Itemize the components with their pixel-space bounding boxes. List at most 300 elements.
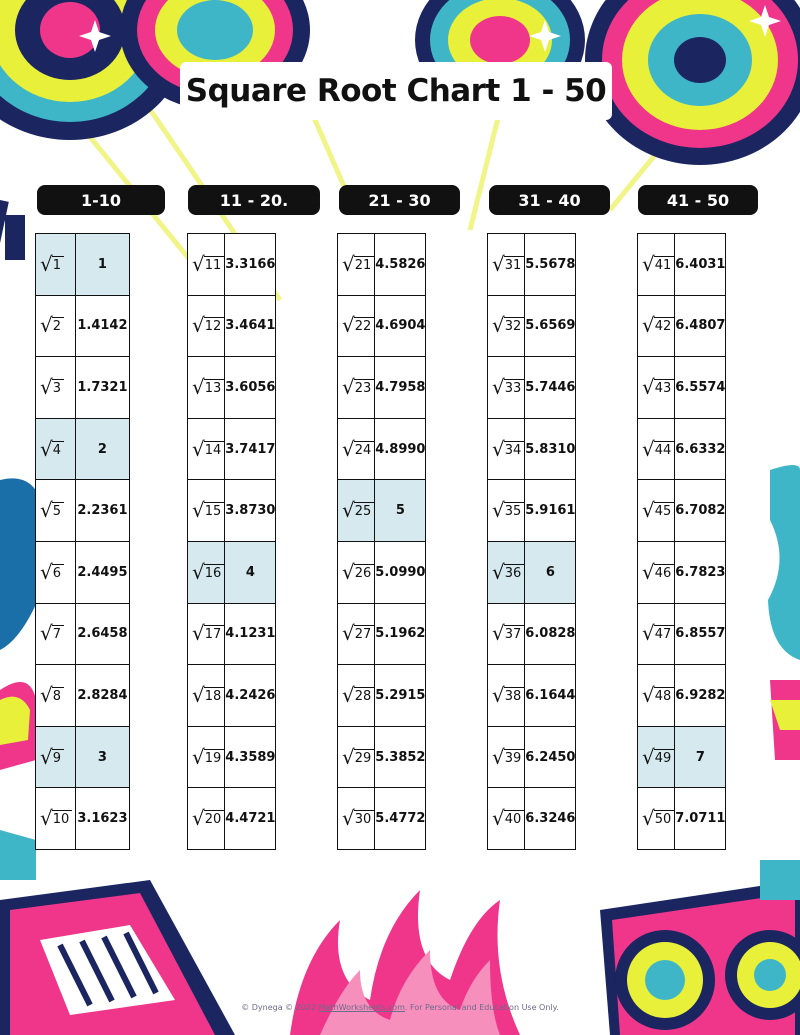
table-row: [188, 726, 276, 788]
radicand: 37: [504, 625, 525, 643]
radical-cell: [638, 234, 675, 296]
root-value: 5.2915: [375, 665, 426, 727]
root-value: 3.1623: [75, 788, 129, 850]
square-root-table: [187, 233, 276, 850]
table-row: [188, 603, 276, 665]
square-root-icon: √: [642, 682, 655, 707]
radicand: 2: [52, 317, 64, 335]
footer-link[interactable]: MathWorksheets.com: [318, 1003, 405, 1012]
radical-cell: [488, 234, 525, 296]
radical-expression: [492, 313, 524, 338]
radical-expression: [192, 682, 224, 707]
column-header: 11 - 20.: [188, 185, 320, 215]
root-value: 6.6332: [675, 418, 726, 480]
table-row: [488, 541, 576, 603]
radical-cell: [338, 603, 375, 665]
table-row: [488, 234, 576, 296]
column-header: 21 - 30: [339, 185, 460, 215]
footer-suffix: . For Personal and Education Use Only.: [404, 1003, 559, 1012]
root-value: 1.7321: [75, 357, 129, 419]
table-row: [188, 480, 276, 542]
footer-prefix: © Dynega © 2022: [241, 1003, 319, 1012]
table-row: [188, 665, 276, 727]
square-root-icon: √: [492, 374, 505, 399]
radical-cell: [36, 357, 76, 419]
radical-cell: [36, 480, 76, 542]
radical-cell: [338, 726, 375, 788]
square-root-icon: √: [40, 313, 53, 338]
square-root-icon: √: [492, 498, 505, 523]
table-row: [188, 234, 276, 296]
radical-cell: [638, 357, 675, 419]
radicand: 21: [354, 256, 375, 274]
root-value: 3.4641: [225, 295, 276, 357]
table-row: [36, 234, 130, 296]
column-header: 31 - 40: [489, 185, 610, 215]
radicand: 45: [654, 502, 675, 520]
radical-cell: [638, 295, 675, 357]
root-value: 5.6569: [525, 295, 576, 357]
root-value: 4.8990: [375, 418, 426, 480]
table-row: [338, 541, 426, 603]
radicand: 38: [504, 687, 525, 705]
radicand: 6: [52, 564, 64, 582]
table-row: [36, 603, 130, 665]
radical-expression: [642, 436, 674, 461]
radical-cell: [638, 603, 675, 665]
radical-expression: [192, 559, 224, 584]
radicand: 42: [654, 317, 675, 335]
radical-expression: [40, 251, 64, 276]
radicand: 12: [204, 317, 225, 335]
square-root-icon: √: [642, 374, 655, 399]
radical-expression: [40, 313, 64, 338]
radicand: 48: [654, 687, 675, 705]
root-value: 6.7082: [675, 480, 726, 542]
table-row: [338, 665, 426, 727]
radicand: 28: [354, 687, 375, 705]
radicand: 18: [204, 687, 225, 705]
radical-expression: [40, 806, 72, 831]
root-value: 2: [75, 418, 129, 480]
square-root-icon: √: [642, 498, 655, 523]
square-root-icon: √: [192, 682, 205, 707]
table-row: [638, 726, 726, 788]
root-value: 7.0711: [675, 788, 726, 850]
table-row: [338, 357, 426, 419]
root-value: 5: [375, 480, 426, 542]
radical-cell: [36, 295, 76, 357]
square-root-icon: √: [192, 374, 205, 399]
radical-expression: [192, 251, 224, 276]
root-value: 6.3246: [525, 788, 576, 850]
root-value: 5.4772: [375, 788, 426, 850]
radical-expression: [342, 313, 374, 338]
table-row: [638, 665, 726, 727]
column-header: 41 - 50: [638, 185, 758, 215]
root-value: 3.8730: [225, 480, 276, 542]
root-value: 6.4031: [675, 234, 726, 296]
radical-expression: [342, 251, 374, 276]
radical-cell: [188, 357, 225, 419]
table-row: [338, 603, 426, 665]
table-row: [338, 234, 426, 296]
root-value: 3.3166: [225, 234, 276, 296]
left-lower-decoration: [0, 682, 36, 880]
footer: [0, 1003, 800, 1012]
root-value: 2.6458: [75, 603, 129, 665]
radical-expression: [642, 313, 674, 338]
radical-expression: [492, 682, 524, 707]
radicand: 15: [204, 502, 225, 520]
radical-cell: [36, 726, 76, 788]
table-row: [188, 788, 276, 850]
root-value: 4.4721: [225, 788, 276, 850]
radical-cell: [338, 480, 375, 542]
table-row: [638, 603, 726, 665]
radical-cell: [36, 603, 76, 665]
radicand: 4: [52, 441, 64, 459]
radicand: 41: [654, 256, 675, 274]
radical-expression: [40, 436, 64, 461]
radical-cell: [338, 234, 375, 296]
square-root-icon: √: [342, 374, 355, 399]
radical-expression: [642, 806, 674, 831]
square-root-icon: √: [492, 251, 505, 276]
radicand: 14: [204, 441, 225, 459]
radical-expression: [642, 682, 674, 707]
radical-expression: [192, 498, 224, 523]
radical-expression: [492, 251, 524, 276]
square-root-icon: √: [342, 744, 355, 769]
radical-expression: [342, 682, 374, 707]
square-root-icon: √: [192, 313, 205, 338]
table-row: [36, 418, 130, 480]
table-row: [36, 726, 130, 788]
radical-expression: [342, 621, 374, 646]
radical-cell: [188, 295, 225, 357]
radicand: 19: [204, 749, 225, 767]
root-value: 2.4495: [75, 541, 129, 603]
radical-cell: [488, 295, 525, 357]
radical-cell: [188, 480, 225, 542]
root-value: 6.5574: [675, 357, 726, 419]
flames: [290, 890, 520, 1035]
square-root-icon: √: [492, 436, 505, 461]
square-root-icon: √: [40, 559, 53, 584]
radical-expression: [642, 559, 674, 584]
square-root-table: [35, 233, 130, 850]
radical-expression: [492, 436, 524, 461]
radical-expression: [492, 621, 524, 646]
radicand: 5: [52, 502, 64, 520]
radical-cell: [188, 541, 225, 603]
square-root-icon: √: [342, 436, 355, 461]
radicand: 36: [504, 564, 525, 582]
radical-expression: [192, 374, 224, 399]
root-value: 1: [75, 234, 129, 296]
right-decoration: [768, 465, 800, 760]
title-box: [180, 62, 612, 120]
radicand: 39: [504, 749, 525, 767]
root-value: 4.2426: [225, 665, 276, 727]
radical-cell: [488, 541, 525, 603]
table-row: [338, 726, 426, 788]
root-value: 2.8284: [75, 665, 129, 727]
radical-cell: [188, 603, 225, 665]
table-row: [338, 788, 426, 850]
square-root-icon: √: [192, 559, 205, 584]
table-row: [488, 788, 576, 850]
radicand: 3: [52, 379, 64, 397]
square-root-table: [637, 233, 726, 850]
table-row: [36, 665, 130, 727]
square-root-icon: √: [642, 251, 655, 276]
table-row: [338, 418, 426, 480]
table-row: [488, 418, 576, 480]
radicand: 26: [354, 564, 375, 582]
radical-cell: [36, 788, 76, 850]
radical-expression: [40, 682, 64, 707]
radicand: 25: [354, 502, 375, 520]
root-value: 5.3852: [375, 726, 426, 788]
radical-cell: [488, 603, 525, 665]
radicand: 9: [52, 749, 64, 767]
square-root-table: [487, 233, 576, 850]
table-row: [638, 234, 726, 296]
radical-expression: [642, 621, 674, 646]
radicand: 46: [654, 564, 675, 582]
square-root-icon: √: [642, 621, 655, 646]
root-value: 3.7417: [225, 418, 276, 480]
table-row: [638, 295, 726, 357]
radical-expression: [642, 744, 674, 769]
root-value: 4.7958: [375, 357, 426, 419]
table-row: [488, 357, 576, 419]
root-value: 6.9282: [675, 665, 726, 727]
radicand: 10: [52, 810, 73, 828]
square-root-icon: √: [40, 682, 53, 707]
root-value: 5.1962: [375, 603, 426, 665]
square-root-icon: √: [192, 744, 205, 769]
square-root-icon: √: [192, 806, 205, 831]
radical-expression: [492, 806, 524, 831]
radical-expression: [40, 744, 64, 769]
table-row: [36, 541, 130, 603]
radical-cell: [36, 665, 76, 727]
radicand: 22: [354, 317, 375, 335]
radical-cell: [188, 418, 225, 480]
radical-cell: [338, 665, 375, 727]
radical-expression: [342, 374, 374, 399]
root-value: 5.0990: [375, 541, 426, 603]
radicand: 13: [204, 379, 225, 397]
radicand: 30: [354, 810, 375, 828]
root-value: 5.8310: [525, 418, 576, 480]
radicand: 8: [52, 687, 64, 705]
radical-cell: [338, 541, 375, 603]
radical-expression: [342, 559, 374, 584]
square-root-icon: √: [492, 806, 505, 831]
radical-expression: [40, 621, 64, 646]
radicand: 33: [504, 379, 525, 397]
radical-expression: [492, 374, 524, 399]
radical-expression: [40, 559, 64, 584]
square-root-icon: √: [40, 374, 53, 399]
square-root-icon: √: [342, 682, 355, 707]
radical-expression: [342, 744, 374, 769]
radical-cell: [638, 541, 675, 603]
square-root-icon: √: [342, 251, 355, 276]
root-value: 5.9161: [525, 480, 576, 542]
table-row: [338, 295, 426, 357]
radical-cell: [638, 665, 675, 727]
radical-cell: [338, 357, 375, 419]
square-root-icon: √: [342, 559, 355, 584]
square-root-icon: √: [342, 806, 355, 831]
root-value: 6.4807: [675, 295, 726, 357]
table-row: [36, 357, 130, 419]
square-root-icon: √: [642, 744, 655, 769]
square-root-icon: √: [642, 313, 655, 338]
square-root-icon: √: [40, 498, 53, 523]
root-value: 7: [675, 726, 726, 788]
root-value: 3.6056: [225, 357, 276, 419]
table-row: [638, 480, 726, 542]
radical-cell: [488, 357, 525, 419]
radical-cell: [638, 480, 675, 542]
radical-cell: [188, 234, 225, 296]
root-value: 4.5826: [375, 234, 426, 296]
page-title: Square Root Chart 1 - 50: [185, 73, 607, 109]
radical-expression: [642, 251, 674, 276]
square-root-icon: √: [342, 621, 355, 646]
radicand: 7: [52, 625, 64, 643]
radicand: 32: [504, 317, 525, 335]
square-root-icon: √: [192, 498, 205, 523]
table-row: [638, 357, 726, 419]
radical-expression: [192, 806, 224, 831]
radical-expression: [192, 744, 224, 769]
radical-cell: [338, 295, 375, 357]
radical-cell: [36, 541, 76, 603]
radicand: 34: [504, 441, 525, 459]
table-row: [188, 418, 276, 480]
square-root-icon: √: [492, 744, 505, 769]
table-row: [488, 603, 576, 665]
root-value: 5.7446: [525, 357, 576, 419]
radical-expression: [40, 374, 64, 399]
square-root-table: [337, 233, 426, 850]
radical-expression: [642, 498, 674, 523]
square-root-icon: √: [342, 498, 355, 523]
radical-expression: [192, 436, 224, 461]
radicand: 43: [654, 379, 675, 397]
radicand: 50: [654, 810, 675, 828]
radical-expression: [342, 806, 374, 831]
radical-cell: [638, 788, 675, 850]
radical-cell: [488, 480, 525, 542]
radical-expression: [192, 621, 224, 646]
table-row: [338, 480, 426, 542]
table-row: [488, 295, 576, 357]
root-value: 2.2361: [75, 480, 129, 542]
square-root-icon: √: [642, 559, 655, 584]
radical-cell: [488, 665, 525, 727]
square-root-icon: √: [492, 559, 505, 584]
root-value: 4.3589: [225, 726, 276, 788]
radical-expression: [342, 498, 374, 523]
radicand: 20: [204, 810, 225, 828]
radical-cell: [638, 418, 675, 480]
table-row: [638, 418, 726, 480]
square-root-icon: √: [40, 744, 53, 769]
radicand: 27: [354, 625, 375, 643]
radical-cell: [36, 234, 76, 296]
radicand: 11: [204, 256, 225, 274]
radical-expression: [492, 744, 524, 769]
root-value: 6: [525, 541, 576, 603]
column-header: 1-10: [37, 185, 165, 215]
square-root-icon: √: [492, 621, 505, 646]
radicand: 40: [504, 810, 525, 828]
square-root-icon: √: [492, 682, 505, 707]
square-root-icon: √: [40, 251, 53, 276]
root-value: 3: [75, 726, 129, 788]
radical-cell: [638, 726, 675, 788]
square-root-icon: √: [40, 806, 53, 831]
radical-cell: [36, 418, 76, 480]
square-root-icon: √: [192, 251, 205, 276]
root-value: 6.7823: [675, 541, 726, 603]
radical-cell: [488, 788, 525, 850]
table-row: [188, 541, 276, 603]
square-root-icon: √: [342, 313, 355, 338]
square-root-icon: √: [492, 313, 505, 338]
radicand: 47: [654, 625, 675, 643]
radicand: 44: [654, 441, 675, 459]
radical-cell: [188, 788, 225, 850]
radical-cell: [488, 418, 525, 480]
table-row: [188, 295, 276, 357]
root-value: 6.2450: [525, 726, 576, 788]
root-value: 6.1644: [525, 665, 576, 727]
root-value: 4.6904: [375, 295, 426, 357]
radicand: 16: [204, 564, 225, 582]
radical-expression: [342, 436, 374, 461]
square-root-icon: √: [642, 436, 655, 461]
radical-expression: [192, 313, 224, 338]
radicand: 49: [654, 749, 675, 767]
radical-cell: [338, 418, 375, 480]
table-row: [488, 726, 576, 788]
table-row: [488, 480, 576, 542]
table-row: [638, 541, 726, 603]
radicand: 23: [354, 379, 375, 397]
square-root-icon: √: [642, 806, 655, 831]
root-value: 4.1231: [225, 603, 276, 665]
table-row: [638, 788, 726, 850]
radical-cell: [188, 665, 225, 727]
radicand: 1: [52, 256, 64, 274]
square-root-icon: √: [40, 621, 53, 646]
radicand: 35: [504, 502, 525, 520]
radical-expression: [492, 498, 524, 523]
root-value: 4: [225, 541, 276, 603]
table-row: [36, 295, 130, 357]
radicand: 29: [354, 749, 375, 767]
root-value: 6.0828: [525, 603, 576, 665]
